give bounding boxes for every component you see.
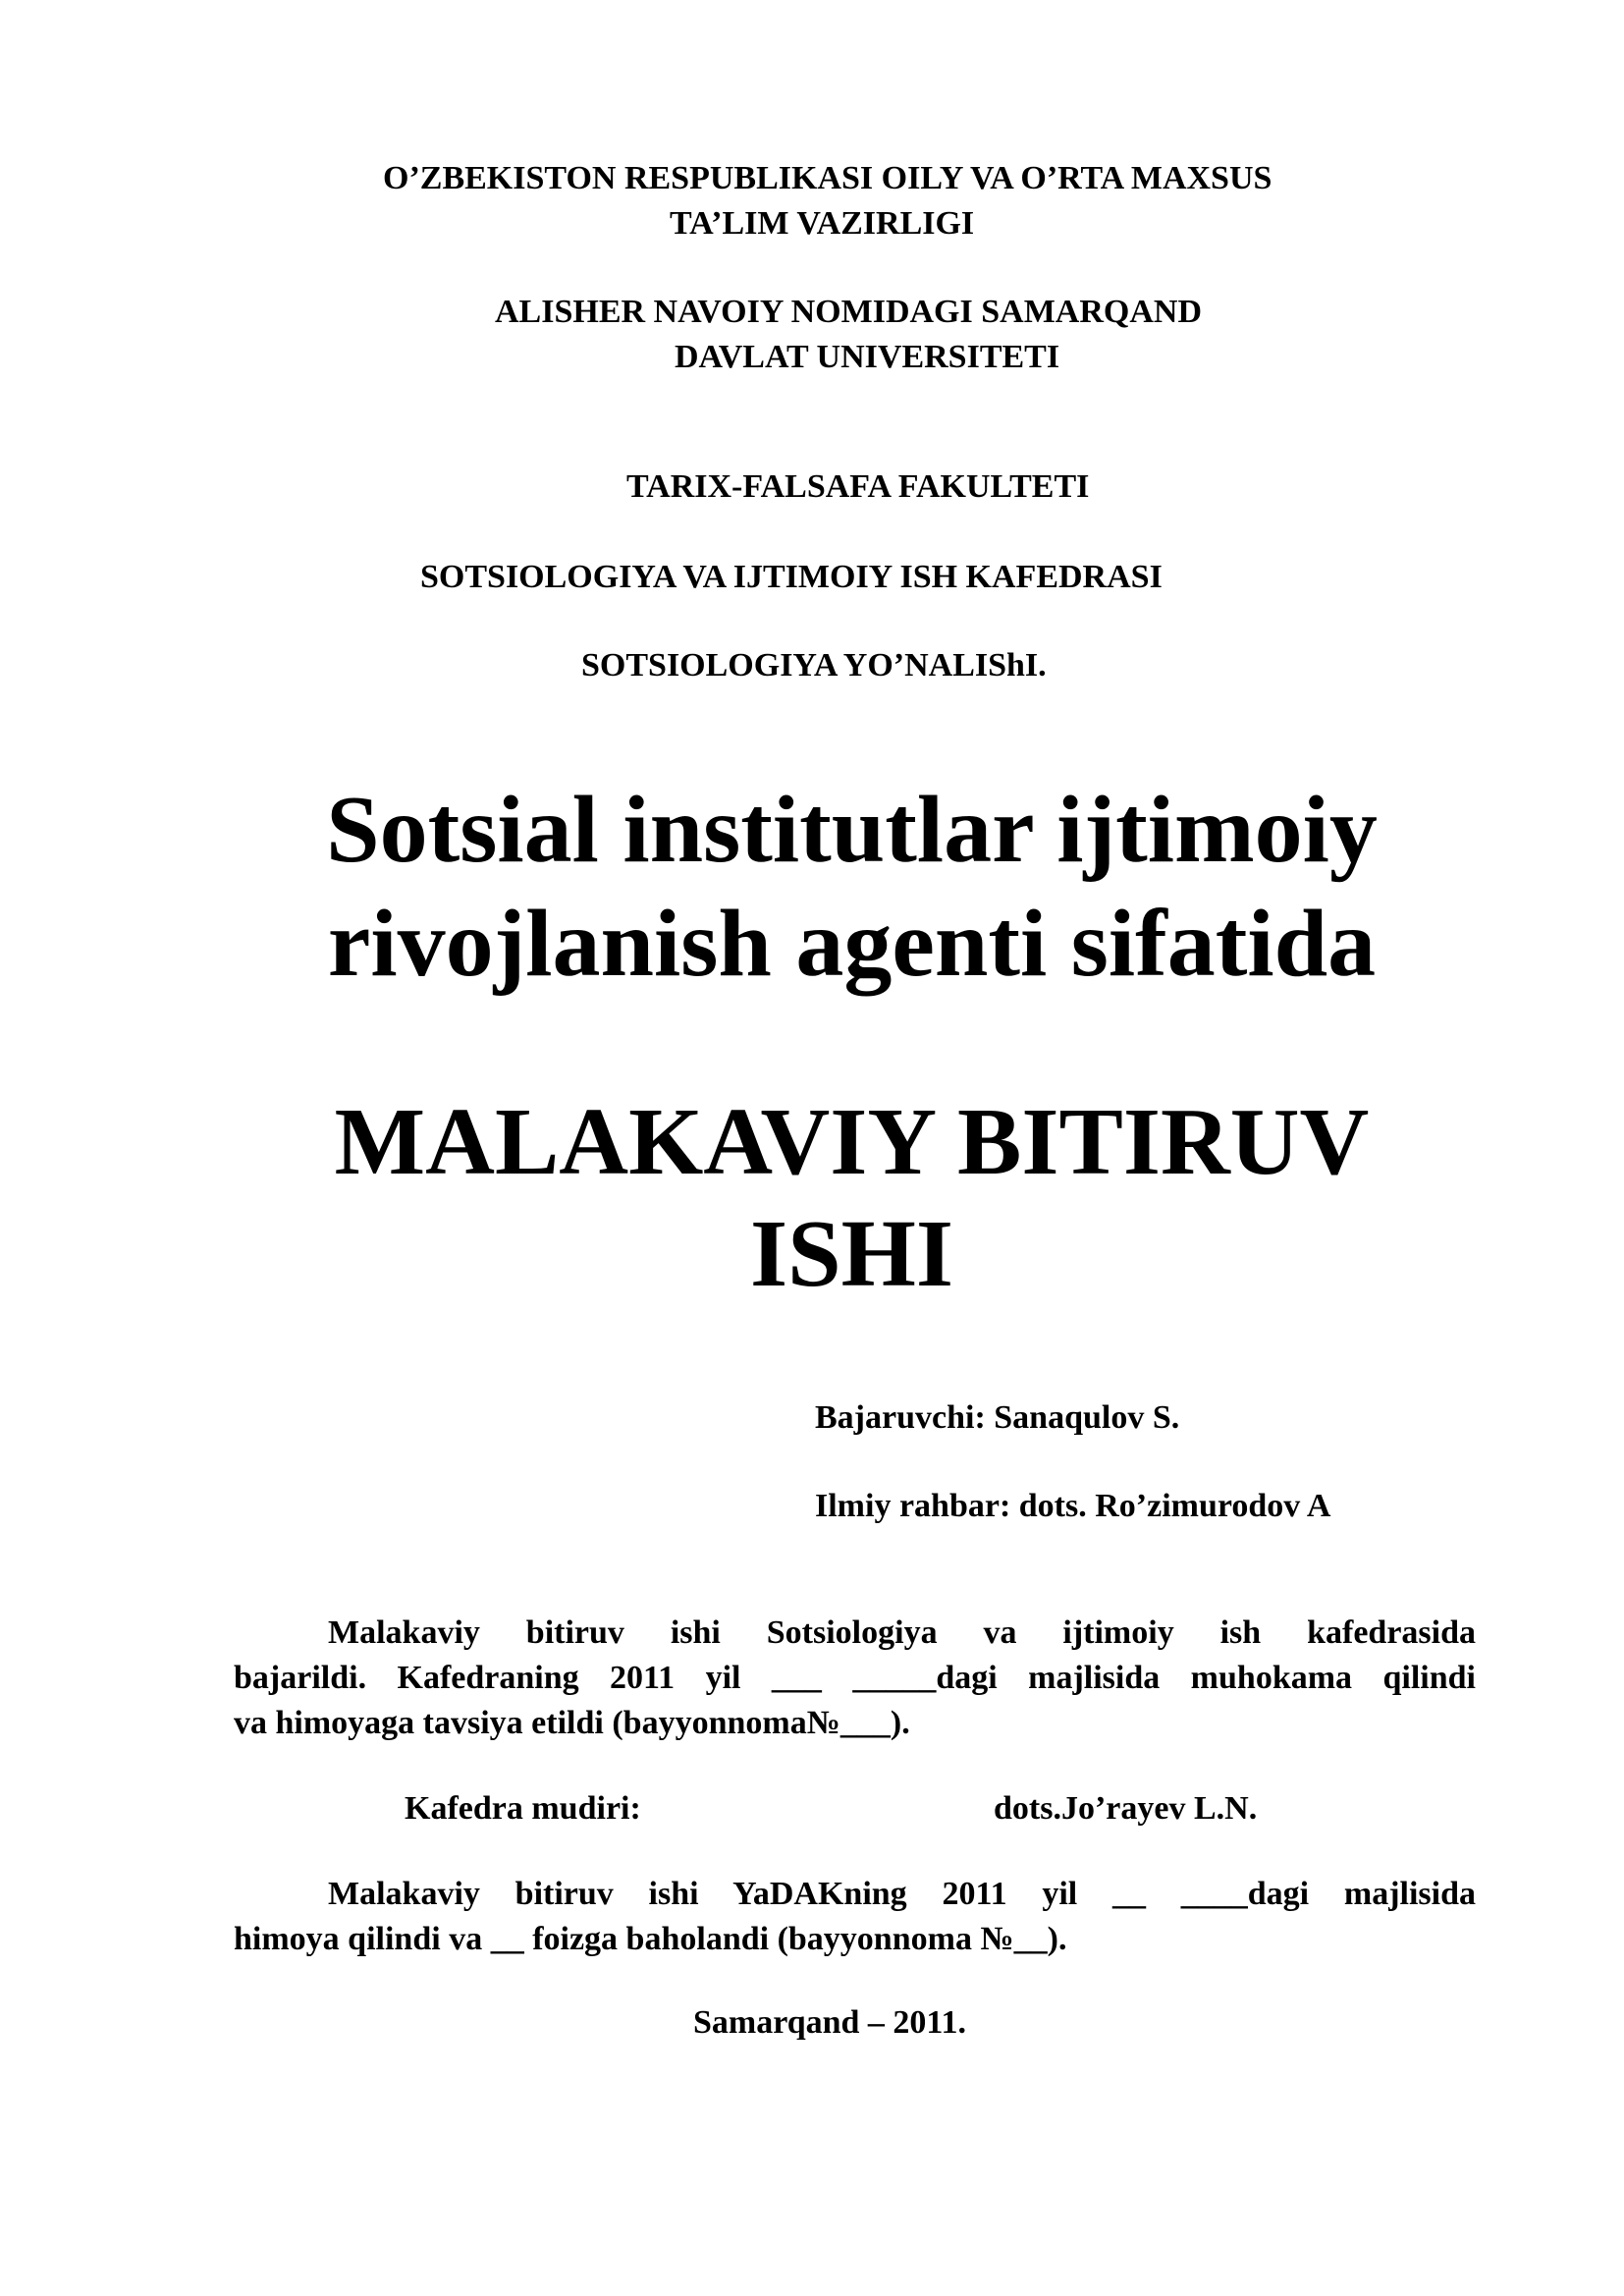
thesis-title-line-1: Sotsial institutlar ijtimoiy <box>326 777 1378 883</box>
direction-name: SOTSIOLOGIYA YO’NALIShI. <box>581 647 1047 683</box>
head-of-department-label: Kafedra mudiri: <box>405 1790 641 1827</box>
ministry-line-1: O’ZBEKISTON RESPUBLIKASI OILY VA O’RTA MAXSUS <box>383 160 1272 196</box>
faculty-name: TARIX-FALSAFA FAKULTETI <box>626 468 1090 505</box>
supervisor-label: Ilmiy rahbar: dots. Ro’zimurodov A <box>815 1488 1331 1524</box>
approval-line-2: bajarildi. Kafedraning 2011 yil ___ _____dagi majlisida muhokama qilindi <box>234 1660 1476 1696</box>
ministry-line-2: TA’LIM VAZIRLIGI <box>670 205 975 242</box>
place-and-year: Samarqand – 2011. <box>693 2004 967 2041</box>
thesis-title-line-2: rivojlanish agenti sifatida <box>327 891 1377 997</box>
university-line-2: DAVLAT UNIVERSITETI <box>675 339 1060 375</box>
work-type-line-1: MALAKAVIY BITIRUV <box>334 1089 1370 1195</box>
head-of-department-name: dots.Jo’rayev L.N. <box>994 1790 1258 1827</box>
defense-paragraph <box>234 1872 1476 1962</box>
approval-paragraph <box>234 1611 1476 1746</box>
work-type-line-2: ISHI <box>749 1201 953 1307</box>
approval-line-1: Malakaviy bitiruv ishi Sotsiologiya va ijtimoiy ish kafedrasida <box>328 1614 1476 1651</box>
department-name: SOTSIOLOGIYA VA IJTIMOIY ISH KAFEDRASI <box>420 559 1163 595</box>
defense-line-1: Malakaviy bitiruv ishi YaDAKning 2011 yil __ ____dagi majlisida <box>328 1876 1476 1912</box>
executor-label: Bajaruvchi: Sanaqulov S. <box>815 1399 1180 1436</box>
defense-line-2: himoya qilindi va __ foizga baholandi (bayyonnoma №__). <box>234 1921 1067 1957</box>
approval-line-3: va himoyaga tavsiya etildi (bayyonnoma№___). <box>234 1705 910 1741</box>
university-line-1: ALISHER NAVOIY NOMIDAGI SAMARQAND <box>495 294 1202 330</box>
